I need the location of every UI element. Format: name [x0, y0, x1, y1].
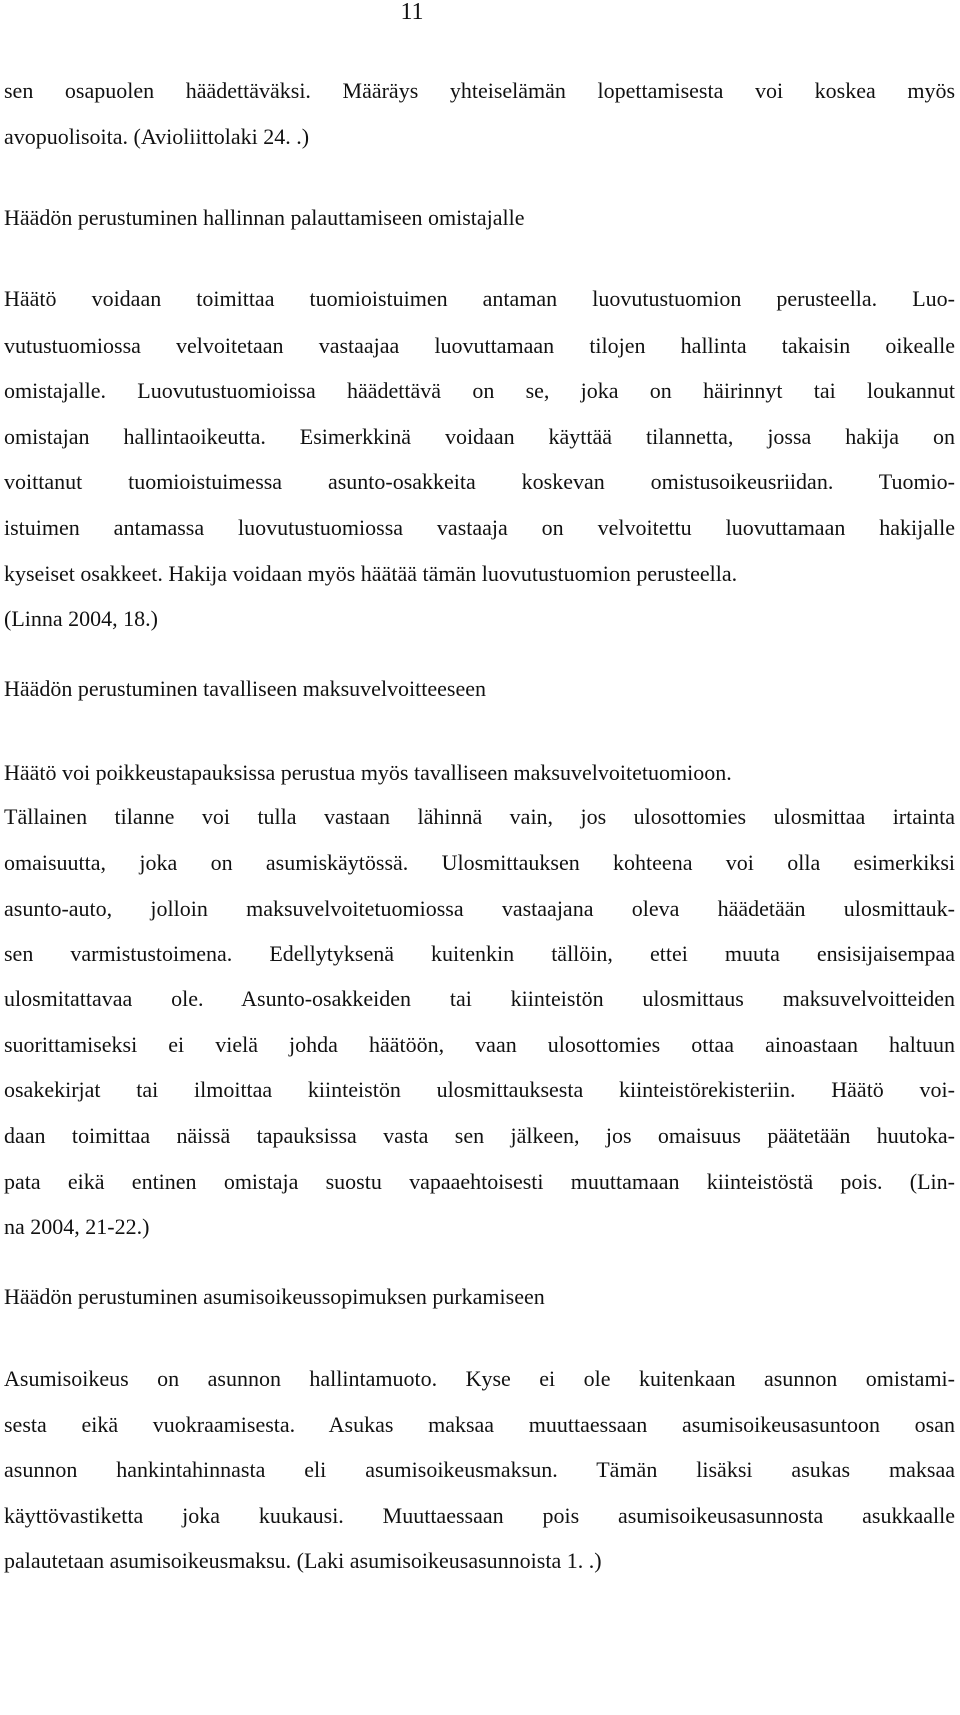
paragraph-line: omaisuutta, joka on asumiskäytössä. Ulosmittauksen kohteena voi olla esimerkiksi	[4, 850, 955, 875]
section-heading: Häädön perustuminen tavalliseen maksuvelvoitteeseen	[4, 676, 487, 701]
paragraph-line: Tällainen tilanne voi tulla vastaan lähinnä vain, jos ulosottomies ulosmittaa irtainta	[4, 804, 955, 829]
paragraph-line: sesta eikä vuokraamisesta. Asukas maksaa muuttaessaan asumisoikeusasuntoon osan	[4, 1412, 955, 1437]
paragraph-line: kyseiset osakkeet. Hakija voidaan myös häätää tämän luovutustuomion perusteella.	[4, 561, 738, 586]
page-number: 11	[400, 0, 424, 25]
paragraph-line: ulosmitattavaa ole. Asunto-osakkeiden tai kiinteistön ulosmittaus maksuvelvoitteiden	[4, 986, 955, 1011]
paragraph-line: palautetaan asumisoikeusmaksu. (Laki asumisoikeusasunnoista 1. .)	[4, 1548, 602, 1573]
paragraph-line: asunto-auto, jolloin maksuvelvoitetuomiossa vastaajana oleva häädetään ulosmittauk-	[4, 896, 955, 921]
section-heading: Häädön perustuminen asumisoikeussopimuksen purkamiseen	[4, 1284, 545, 1309]
paragraph-line: na 2004, 21-22.)	[4, 1214, 150, 1239]
paragraph-line: asunnon hankintahinnasta eli asumisoikeusmaksun. Tämän lisäksi asukas maksaa	[4, 1457, 955, 1482]
paragraph-line: vutustuomiossa velvoitetaan vastaajaa luovuttamaan tilojen hallinta takaisin oikealle	[4, 333, 955, 358]
paragraph-line: käyttövastiketta joka kuukausi. Muuttaessaan pois asumisoikeusasunnosta asukkaalle	[4, 1503, 955, 1528]
paragraph-line: suorittamiseksi ei vielä johda häätöön, vaan ulosottomies ottaa ainoastaan haltuun	[4, 1032, 955, 1057]
paragraph-line: daan toimittaa näissä tapauksissa vasta sen jälkeen, jos omaisuus päätetään huutoka-	[4, 1123, 955, 1148]
paragraph-line: pata eikä entinen omistaja suostu vapaaehtoisesti muuttamaan kiinteistöstä pois. (Lin-	[4, 1169, 955, 1194]
paragraph-line: Häätö voi poikkeustapauksissa perustua myös tavalliseen maksuvelvoitetuomioon.	[4, 760, 732, 785]
paragraph-line: omistajan hallintaoikeutta. Esimerkkinä voidaan käyttää tilannetta, jossa hakija on	[4, 424, 955, 449]
paragraph-line: (Linna 2004, 18.)	[4, 606, 158, 631]
paragraph-line: osakekirjat tai ilmoittaa kiinteistön ulosmittauksesta kiinteistörekisteriin. Häätö voi-	[4, 1077, 955, 1102]
paragraph-line: voittanut tuomioistuimessa asunto-osakkeita koskevan omistusoikeusriidan. Tuomio-	[4, 469, 955, 494]
paragraph-line: Asumisoikeus on asunnon hallintamuoto. Kyse ei ole kuitenkaan asunnon omistami-	[4, 1366, 955, 1391]
paragraph-line: omistajalle. Luovutustuomioissa häädettävä on se, joka on häirinnyt tai loukannut	[4, 378, 955, 403]
paragraph-line: sen osapuolen häädettäväksi. Määräys yhteiselämän lopettamisesta voi koskea myös	[4, 78, 955, 103]
paragraph-line: sen varmistustoimena. Edellytyksenä kuitenkin tällöin, ettei muuta ensisijaisempaa	[4, 941, 955, 966]
paragraph-line: Häätö voidaan toimittaa tuomioistuimen antaman luovutustuomion perusteella. Luo-	[4, 286, 955, 311]
section-heading: Häädön perustuminen hallinnan palauttamiseen omistajalle	[4, 205, 525, 230]
paragraph-line: istuimen antamassa luovutustuomiossa vastaaja on velvoitettu luovuttamaan hakijalle	[4, 515, 955, 540]
paragraph-line: avopuolisoita. (Avioliittolaki 24. .)	[4, 124, 310, 149]
